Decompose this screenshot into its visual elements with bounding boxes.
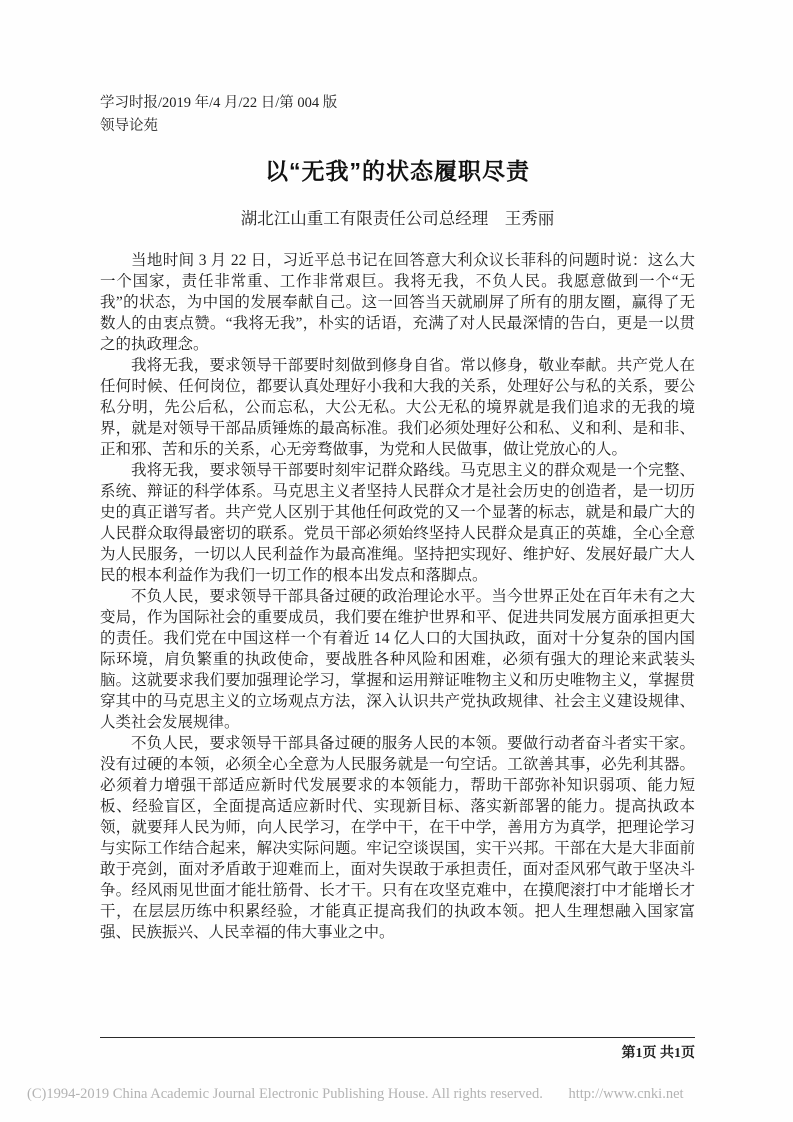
- article-body: [100, 250, 695, 943]
- page-content: [100, 0, 695, 943]
- article-title: 以“无我”的状态履职尽责: [265, 158, 530, 184]
- paragraph-5: 不负人民，要求领导干部具备过硬的服务人民的本领。要做行动者奋斗者实干家。没有过硬的本领，必须全心全意为人民服务就是一句空话。工欲善其事，必先利其器。必须着力增强干部适应新时代发展要求的本领能力，帮助干部弥补知识弱项、能力短板、经验盲区，全面提高适应新时代、实现新目标、落实新部署的能力。提高执政本领，就要拜人民为师，向人民学习，在学中干，在干中学，善用方为真学，把理论学习与实际工作结合起来，解决实际问题。牢记空谈误国，实干兴邦。干部在大是大非面前敢于亮剑，面对矛盾敢于迎难而上，面对失误敢于承担责任，面对歪风邪气敢于坚决斗争。经风雨见世面才能壮筋骨、长才干。只有在攻坚克难中，在摸爬滚打中才能增长才干，在层层历练中积累经验，才能真正提高我们的执政本领。把人生理想融入国家富强、民族振兴、人民幸福的伟大事业之中。: [100, 735, 695, 941]
- paragraph-4: 不负人民，要求领导干部具备过硬的政治理论水平。当今世界正处在百年未有之大变局，作为国际社会的重要成员，我们要在维护世界和平、促进共同发展方面承担更大的责任。我们党在中国这样一个有着近 14 亿人口的大国执政，面对十分复杂的国内国际环境，肩负繁重的执政使命，要战胜各种风险和困难，必须有强大的理论来武装头脑。这就要求我们要加强理论学习，掌握和运用辩证唯物主义和历史唯物主义，掌握贯穿其中的马克思主义的立场观点方法，深入认识共产党执政规律、社会主义建设规律、人类社会发展规律。: [100, 588, 695, 731]
- paragraph-1: 当地时间 3 月 22 日，习近平总书记在回答意大利众议长菲科的问题时说：这么大一个国家，责任非常重、工作非常艰巨。我将无我，不负人民。我愿意做到一个“无我”的状态，为中国的发展奉献自己。这一回答当天就刷屏了所有的朋友圈，赢得了无数人的由衷点赞。“我将无我”，朴实的话语，充满了对人民最深情的告白，更是一以贯之的执政理念。: [100, 252, 695, 353]
- column-name: 领导论苑: [100, 118, 158, 134]
- copyright-notice: [27, 1086, 684, 1103]
- footer-divider: [100, 1037, 695, 1038]
- article-byline: 湖北江山重工有限责任公司总经理 王秀丽: [240, 209, 555, 228]
- paragraph-3: 我将无我，要求领导干部要时刻牢记群众路线。马克思主义的群众观是一个完整、系统、辩证的科学体系。马克思主义者坚持人民群众才是社会历史的创造者，是一切历史的真正谱写者。共产党人区别于其他任何政党的又一个显著的标志，就是和最广大的人民群众取得最密切的联系。党员干部必须始终坚持人民群众是真正的英雄，全心全意为人民服务，一切以人民利益作为最高准绳。坚持把实现好、维护好、发展好最广大人民的根本利益作为我们一切工作的根本出发点和落脚点。: [100, 462, 695, 584]
- paragraph-2: 我将无我，要求领导干部要时刻做到修身自省。常以修身，敬业奉献。共产党人在任何时候、任何岗位，都要认真处理好小我和大我的关系，处理好公与私的关系，要公私分明，先公后私，公而忘私，大公无私。大公无私的境界就是我们追求的无我的境界，就是对领导干部品质锤炼的最高标准。我们必须处理好公和私、义和利、是和非、正和邪、苦和乐的关系，心无旁骛做事，为党和人民做事，做让党放心的人。: [100, 357, 695, 458]
- cnki-url: http://www.cnki.net: [568, 1086, 684, 1102]
- page-indicator: 第1页 共1页: [621, 1046, 695, 1061]
- copyright-text: (C)1994-2019 China Academic Journal Electronic Publishing House. All rights reserved.: [27, 1086, 543, 1102]
- document-header: [100, 0, 695, 138]
- source-line: 学习时报/2019 年/4 月/22 日/第 004 版: [100, 95, 338, 111]
